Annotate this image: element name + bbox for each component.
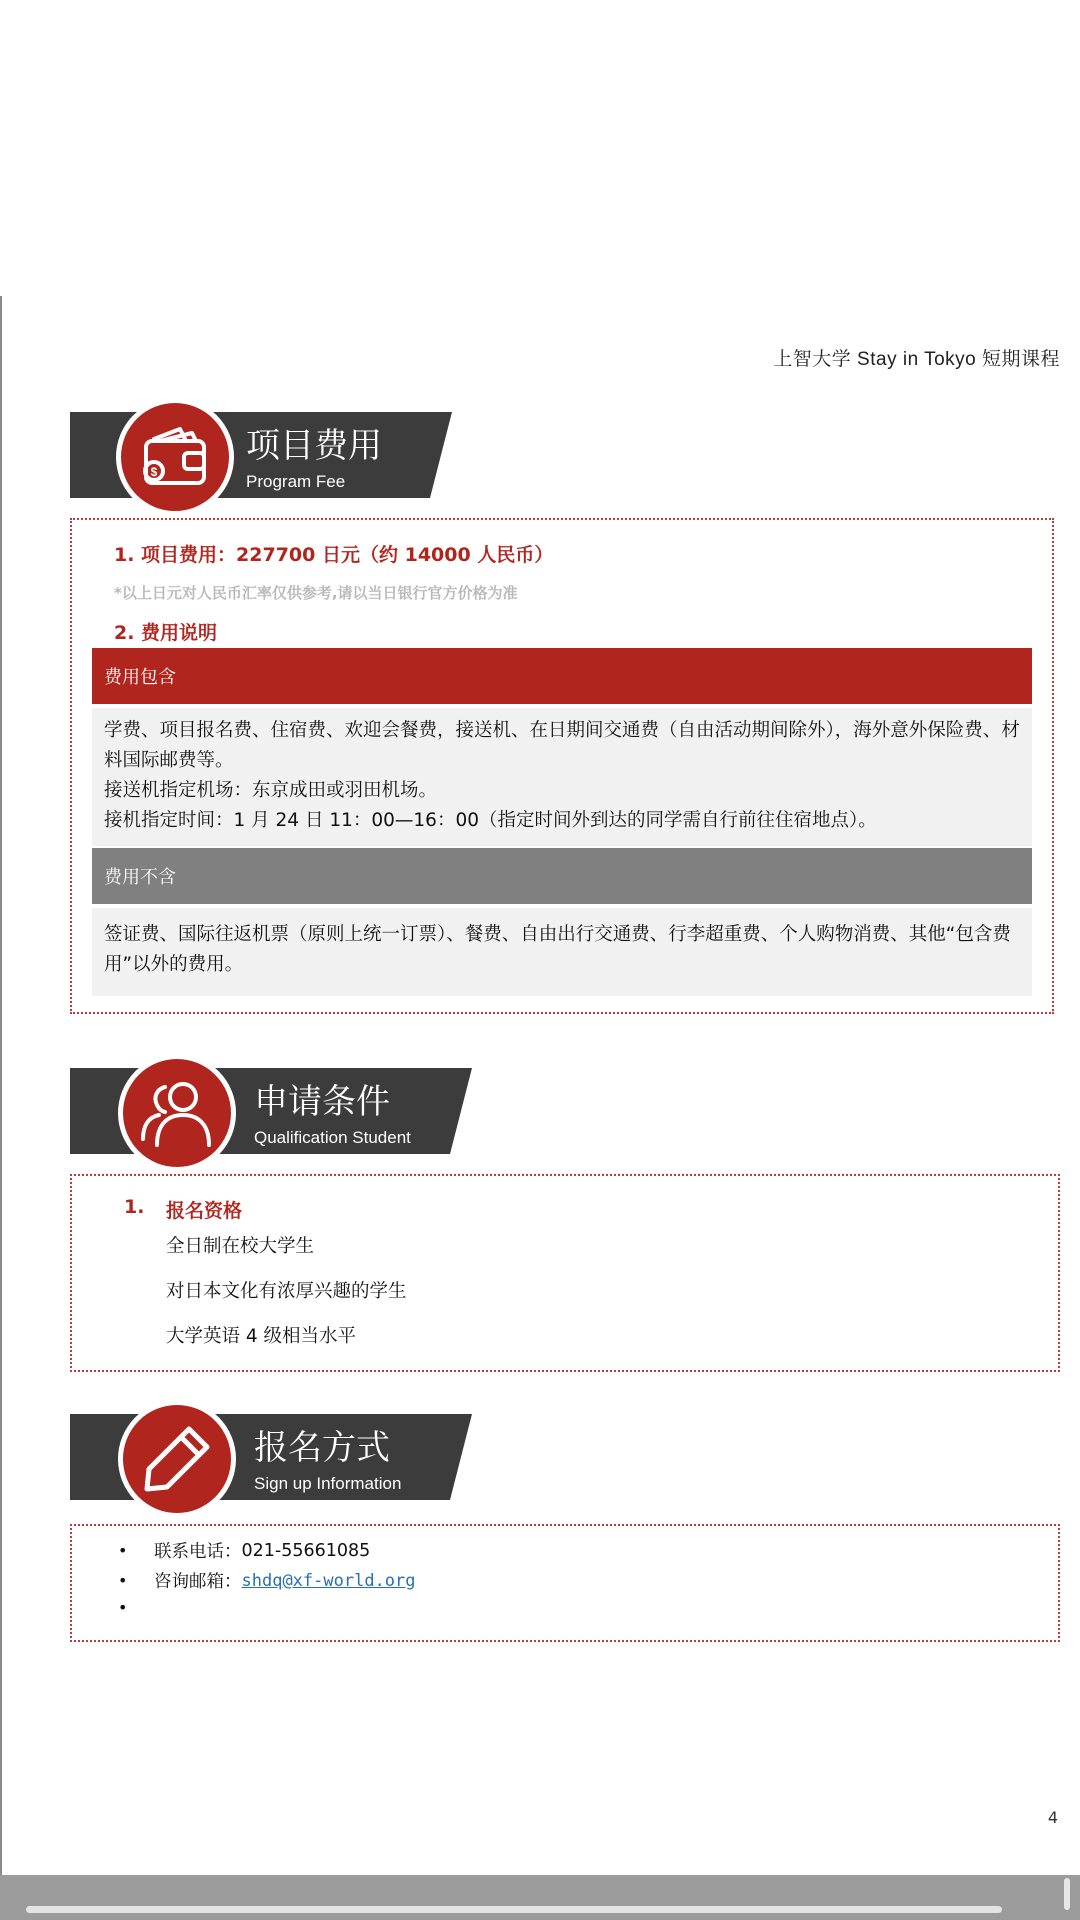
signup-title-cn: 报名方式 — [254, 1428, 390, 1468]
signup-section-banner — [70, 1414, 472, 1502]
phone-number: 021-55661085 — [241, 1540, 371, 1561]
bullet: • — [118, 1571, 128, 1590]
fee-item-1: 1. 项目费用：227700 日元（约 14000 人民币） — [114, 544, 554, 566]
fee-title-cn: 项目费用 — [246, 426, 382, 466]
phone-row — [118, 1538, 370, 1563]
included-line: 接机指定时间：1 月 24 日 11：00—16：00（指定时间外到达的同学需自行前往住宿地点）。 — [104, 810, 877, 831]
scroll-handle[interactable] — [1064, 1878, 1070, 1910]
fee-section-banner — [70, 412, 452, 500]
wallet-icon — [116, 398, 234, 516]
included-line: 学费、项目报名费、住宿费、欢迎会餐费，接送机、在日期间交通费（自由活动期间除外），海外意外保险费、材料国际邮费等。 — [104, 720, 1020, 771]
qualification-number: 1. — [124, 1196, 145, 1218]
page-left-edge — [0, 296, 2, 1876]
signup-title-en: Sign up Information — [254, 1474, 402, 1493]
pencil-icon — [118, 1400, 236, 1518]
qualification-item: 对日本文化有浓厚兴趣的学生 — [166, 1281, 407, 1302]
email-row — [118, 1568, 416, 1593]
people-icon — [118, 1054, 236, 1172]
excluded-body: 签证费、国际往返机票（原则上统一订票）、餐费、自由出行交通费、行李超重费、个人购物消费、其他“包含费用”以外的费用。 — [92, 908, 1032, 996]
empty-row — [118, 1598, 154, 1617]
document-header: 上智大学 Stay in Tokyo 短期课程 — [773, 349, 1060, 370]
page-number: 4 — [1047, 1808, 1058, 1827]
qualification-title-en: Qualification Student — [254, 1128, 411, 1147]
exchange-rate-note: *以上日元对人民币汇率仅供参考,请以当日银行官方价格为准 — [114, 584, 518, 602]
excluded-header: 费用不含 — [92, 848, 1032, 904]
qualification-item: 大学英语 4 级相当水平 — [166, 1326, 357, 1347]
horizontal-scrollbar[interactable] — [26, 1906, 1002, 1913]
included-line: 接送机指定机场：东京成田或羽田机场。 — [104, 780, 438, 801]
svg-text:$: $ — [150, 465, 158, 479]
qualification-heading: 报名资格 — [166, 1200, 243, 1222]
fee-title-en: Program Fee — [246, 472, 346, 491]
qualification-content-box — [70, 1174, 1060, 1372]
included-body — [92, 708, 1032, 846]
qualification-item: 全日制在校大学生 — [166, 1236, 315, 1257]
email-link[interactable]: shdq@xf-world.org — [241, 1570, 416, 1591]
signup-content-box — [70, 1524, 1060, 1642]
bullet: • — [118, 1598, 128, 1617]
viewer-bottom-bar — [0, 1875, 1080, 1920]
qualification-section-banner — [70, 1068, 472, 1156]
fee-item-2: 2. 费用说明 — [114, 622, 218, 644]
bullet: • — [118, 1541, 128, 1560]
email-label: 咨询邮箱： — [154, 1572, 242, 1592]
included-header: 费用包含 — [92, 648, 1032, 704]
phone-label: 联系电话： — [154, 1542, 242, 1562]
fee-content-box — [70, 518, 1054, 1014]
qualification-title-cn: 申请条件 — [254, 1082, 390, 1122]
